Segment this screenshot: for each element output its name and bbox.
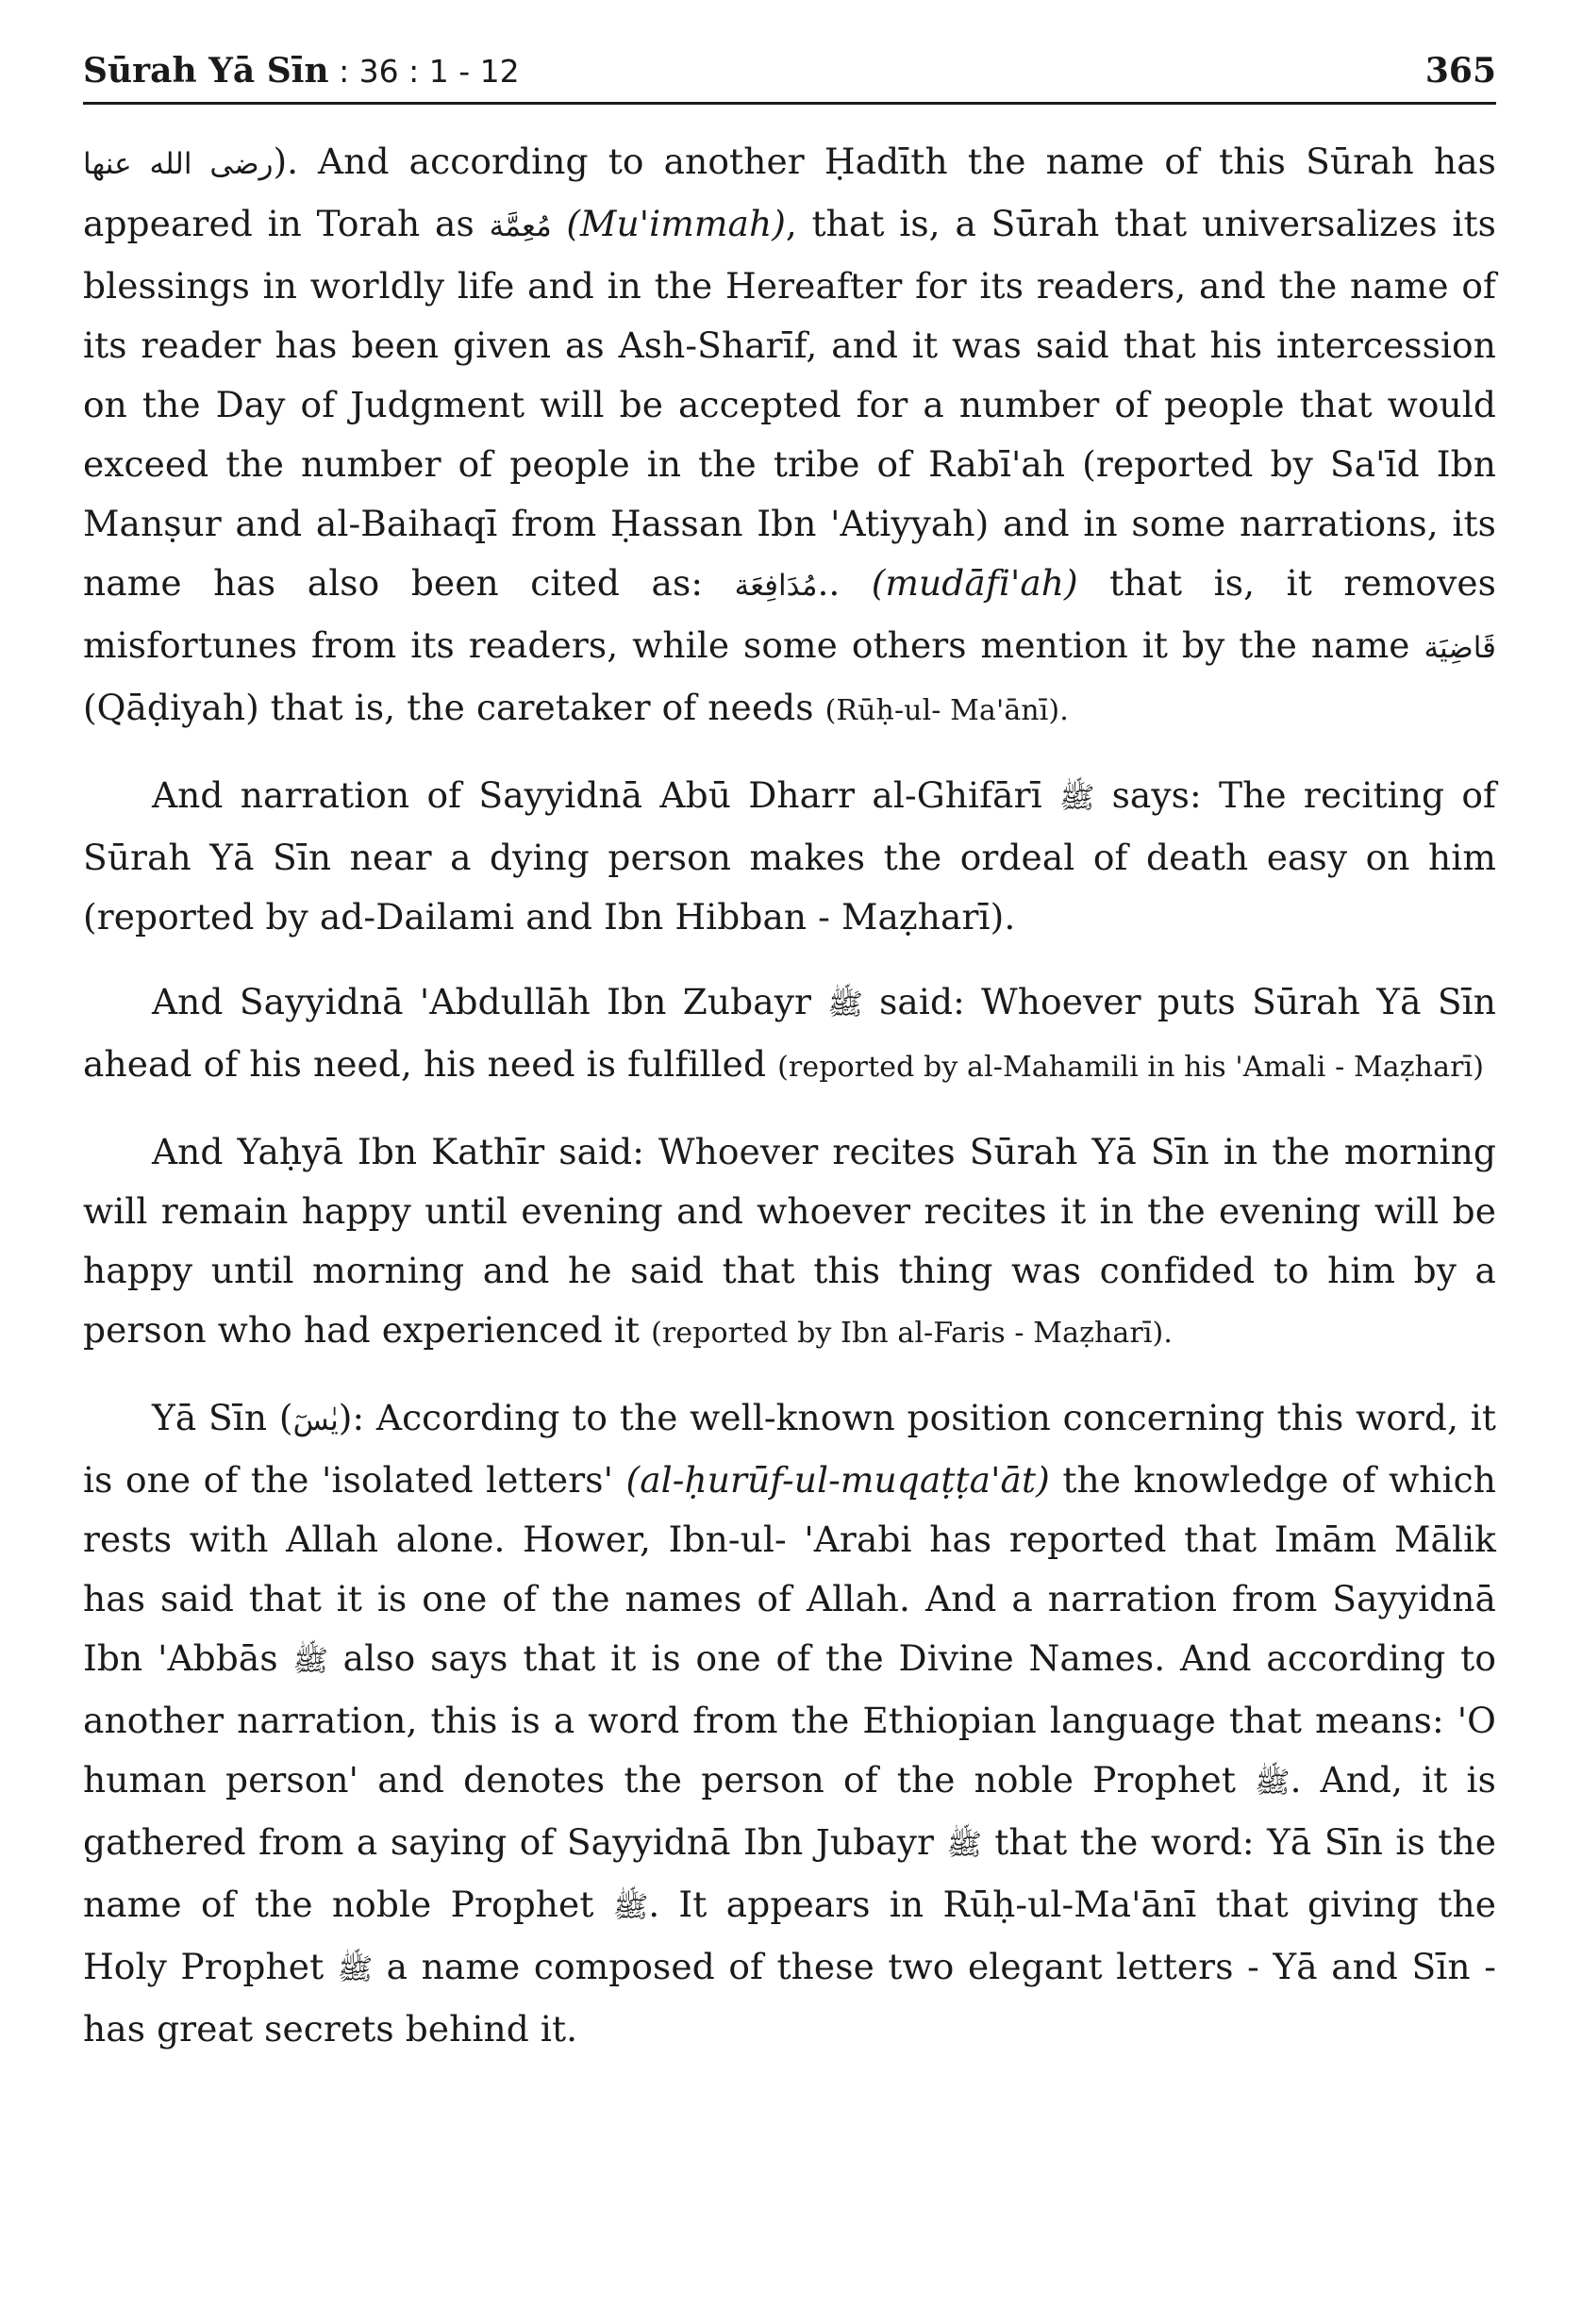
- header-title: [83, 51, 520, 91]
- page-body: [83, 132, 1496, 2084]
- citation: (reported by Ibn al-Faris - Maẓharī).: [651, 1317, 1173, 1350]
- transliteration: (mudāfi'ah): [871, 562, 1078, 604]
- text-run: . And, it is gathered from a saying of Sayyidnā Ibn Jubayr: [83, 1759, 1496, 1863]
- page-number: 365: [1424, 51, 1496, 91]
- honorific-glyph: ﷺ: [1255, 1766, 1291, 1800]
- text-run: And Yaḥyā Ibn Kathīr said: Whoever recites Sūrah Yā Sīn in the morning will remain happy until evening and whoever recites it in the evening will be happy until morning and he said that this thing was confided to him by a person who had experienced it: [83, 1131, 1496, 1351]
- honorific-glyph: ﷺ: [827, 988, 863, 1021]
- arabic-text: رضى الله عنها: [83, 147, 274, 181]
- paragraph-4: [83, 1122, 1496, 1363]
- verse-reference: : 36 : 1 - 12: [328, 53, 520, 90]
- arabic-text: قَاضِيَة: [1424, 631, 1496, 665]
- text-run: ): According to the well-known position concerning this word, it is one of the 'isolated letters': [83, 1397, 1497, 1501]
- paragraph-2: [83, 766, 1496, 947]
- transliteration: (Mu'immah): [566, 203, 786, 244]
- honorific-glyph: ﷺ: [612, 1890, 649, 1924]
- text-run: . It appears in Rūḥ-ul-Ma'ānī that giving the Holy Prophet: [83, 1884, 1496, 1987]
- honorific-glyph: ﷺ: [337, 1952, 374, 1986]
- text-run: that the word: Yā Sīn is the name of the noble Prophet: [83, 1821, 1496, 1925]
- arabic-text: يٰسٓ: [292, 1403, 339, 1437]
- surah-title: Sūrah Yā Sīn: [83, 51, 329, 91]
- text-run: , that is, a Sūrah that universalizes its blessings in worldly life and in the Hereafter for its readers, and the name of its reader has been given as Ash-Sharīf, and it was said that his intercession on the Day of Judgment will be accepted for a number of people that would exceed the number of people in the tribe of Rabī'ah (reported by Sa'īd Ibn Manṣur and al-Baihaqī from Ḥassan Ibn 'Atiyyah) and in some narrations, its name has also been cited as:: [83, 203, 1496, 604]
- text-run: also says that it is one of the Divine Names. And according to another narration, this is a word from the Ethiopian language that means: 'O human person' and denotes the person of the noble Prophet: [83, 1637, 1496, 1801]
- citation: (reported by al-Mahamili in his 'Amali - Maẓharī): [777, 1051, 1485, 1084]
- text-run: a name composed of these two elegant letters - Yā and Sīn - has great secrets behind it.: [83, 1946, 1496, 2050]
- text-run: the knowledge of which rests with Allah alone. Hower, Ibn-ul- 'Arabi has reported that Imām Mālik has said that it is one of the names of Allah. And a narration from Sayyidnā Ibn 'Abbās: [83, 1459, 1497, 1679]
- text-run: that is, it removes misfortunes from its readers, while some others mention it by the name: [83, 562, 1497, 666]
- paragraph-1: [83, 132, 1496, 740]
- text-run: said: Whoever puts Sūrah Yā Sīn ahead of his need, his need is fulfilled: [83, 981, 1496, 1085]
- arabic-text: مُدَافِعَة: [734, 569, 818, 603]
- text-run: ). And according to another Ḥadīth the name of this Sūrah has appeared in Torah as: [83, 141, 1496, 244]
- paragraph-5: [83, 1388, 1496, 2059]
- honorific-glyph: ﷺ: [292, 1644, 328, 1678]
- text-run: And narration of Sayyidnā Abū Dharr al-Ghifārī: [152, 774, 1059, 816]
- text-run: And Sayyidnā 'Abdullāh Ibn Zubayr: [152, 981, 828, 1022]
- arabic-text: مُعِمَّة: [489, 209, 552, 243]
- text-run: Yā Sīn (: [152, 1397, 293, 1438]
- honorific-glyph: ﷺ: [1058, 781, 1095, 815]
- text-run: (Qāḍiyah) that is, the caretaker of needs: [83, 687, 825, 728]
- running-header: [83, 45, 1496, 105]
- transliteration: (al-ḥurūf-ul-muqaṭṭa'āt): [625, 1459, 1050, 1501]
- citation: (Rūḥ-ul- Ma'ānī).: [824, 694, 1069, 727]
- honorific-glyph: ﷺ: [946, 1828, 982, 1862]
- text-run: says: The reciting of Sūrah Yā Sīn near a dying person makes the ordeal of death easy on him (reported by ad-Dailami and Ibn Hibban - Maẓharī).: [83, 774, 1496, 938]
- paragraph-3: [83, 972, 1496, 1097]
- text-run: ..: [817, 562, 872, 604]
